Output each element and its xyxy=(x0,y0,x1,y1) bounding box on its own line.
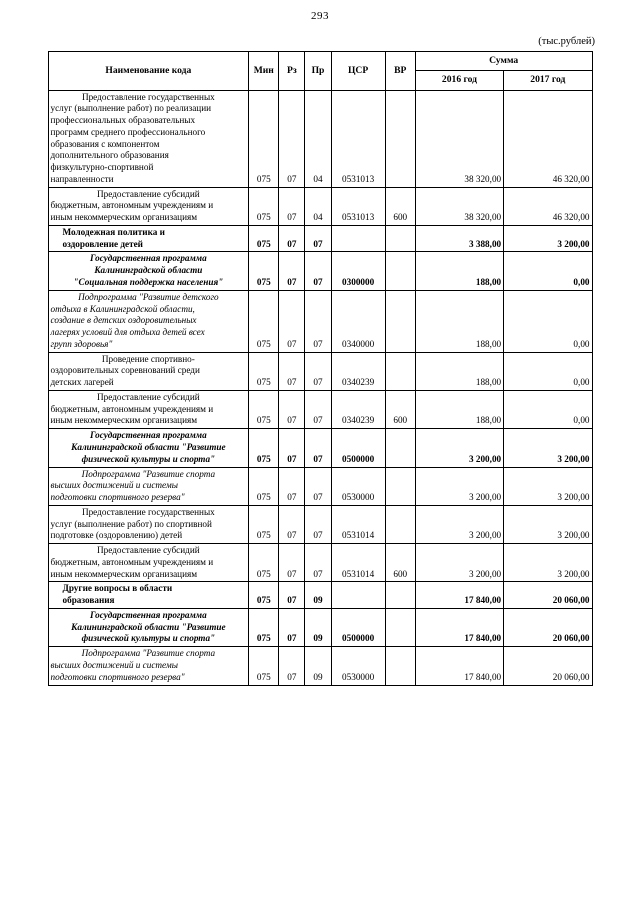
row-name-line: лагерях условий для отдыха детей всех xyxy=(50,327,205,338)
row-name-line: физической культуры и спорта" xyxy=(81,633,216,644)
table-row xyxy=(48,187,592,225)
row-vr: 600 xyxy=(385,390,415,428)
row-code-name xyxy=(48,544,249,582)
row-name-line: Подпрограмма "Развитие спорта xyxy=(81,648,216,659)
row-rz: 07 xyxy=(279,647,305,685)
header-rz: Рз xyxy=(279,52,305,91)
row-name-line: Предоставление субсидий xyxy=(97,391,200,402)
row-name-line: Предоставление государственных xyxy=(81,506,215,517)
row-min: 075 xyxy=(249,608,279,646)
units-note: (тыс.рублей) xyxy=(538,36,595,47)
row-vr: 600 xyxy=(385,544,415,582)
row-code-name xyxy=(48,252,249,290)
header-year-2016: 2016 год xyxy=(415,71,503,90)
row-code-name xyxy=(48,390,249,428)
row-name-line: Предоставление субсидий xyxy=(97,545,200,556)
table-row xyxy=(48,647,592,685)
row-code-name xyxy=(48,290,249,352)
table-row xyxy=(48,90,592,187)
row-amount-2016: 3 200,00 xyxy=(415,429,503,467)
table-row xyxy=(48,608,592,646)
row-csr: 0531013 xyxy=(331,187,385,225)
row-name-line: отдыха в Калининградской области, xyxy=(50,303,195,314)
header-year-2017: 2017 год xyxy=(504,71,592,90)
table-row xyxy=(48,252,592,290)
row-amount-2016: 17 840,00 xyxy=(415,647,503,685)
header-name: Наименование кода xyxy=(48,52,249,91)
row-name-line: услуг (выполнение работ) по реализации xyxy=(50,103,212,114)
row-name-line: направленности xyxy=(50,173,114,184)
row-rz: 07 xyxy=(279,252,305,290)
row-name-line: профессиональных образовательных xyxy=(50,115,196,126)
table-header xyxy=(48,52,592,91)
row-pr: 07 xyxy=(305,544,331,582)
row-name-line: физкультурно-спортивной xyxy=(50,162,154,173)
row-csr: 0340000 xyxy=(331,290,385,352)
row-name-line: Калининградской области xyxy=(94,265,203,276)
row-code-name xyxy=(48,90,249,187)
row-amount-2017: 20 060,00 xyxy=(504,608,592,646)
row-name-line: иным некоммерческим организациям xyxy=(50,415,198,426)
header-sum: Сумма xyxy=(415,52,592,71)
row-code-name xyxy=(48,225,249,252)
row-amount-2016: 17 840,00 xyxy=(415,582,503,609)
row-pr: 09 xyxy=(305,647,331,685)
row-pr: 07 xyxy=(305,467,331,505)
row-csr xyxy=(331,225,385,252)
row-amount-2017: 0,00 xyxy=(504,352,592,390)
row-pr: 04 xyxy=(305,90,331,187)
row-min: 075 xyxy=(249,582,279,609)
row-name-line: групп здоровья" xyxy=(50,338,113,349)
row-name-line: высших достижений и системы xyxy=(50,659,178,670)
row-vr xyxy=(385,582,415,609)
row-pr: 07 xyxy=(305,505,331,543)
row-name-line: дополнительного образования xyxy=(50,150,169,161)
row-vr xyxy=(385,429,415,467)
page-number: 293 xyxy=(311,10,329,22)
row-name-line: Калининградской области "Развитие xyxy=(71,621,226,632)
row-name-line: детских лагерей xyxy=(50,377,114,388)
row-min: 075 xyxy=(249,429,279,467)
row-rz: 07 xyxy=(279,352,305,390)
row-name-line: создание в детских оздоровительных xyxy=(50,315,197,326)
row-amount-2016: 38 320,00 xyxy=(415,90,503,187)
row-name-line: Калининградской области "Развитие xyxy=(71,441,226,452)
table-row xyxy=(48,467,592,505)
row-amount-2017: 3 200,00 xyxy=(504,544,592,582)
row-csr: 0500000 xyxy=(331,429,385,467)
row-amount-2016: 188,00 xyxy=(415,290,503,352)
row-min: 075 xyxy=(249,505,279,543)
row-pr: 04 xyxy=(305,187,331,225)
row-amount-2016: 38 320,00 xyxy=(415,187,503,225)
row-amount-2016: 3 200,00 xyxy=(415,467,503,505)
row-name-line: Предоставление субсидий xyxy=(97,188,200,199)
row-name-line: Подпрограмма "Развитие спорта xyxy=(81,468,216,479)
row-name-line: иным некоммерческим организациям xyxy=(50,212,198,223)
row-rz: 07 xyxy=(279,467,305,505)
row-name-line: услуг (выполнение работ) по спортивной xyxy=(50,518,212,529)
table-body xyxy=(48,90,592,685)
budget-table xyxy=(48,51,593,686)
table-row xyxy=(48,390,592,428)
row-vr xyxy=(385,290,415,352)
row-pr: 07 xyxy=(305,429,331,467)
row-min: 075 xyxy=(249,647,279,685)
row-amount-2016: 3 388,00 xyxy=(415,225,503,252)
row-min: 075 xyxy=(249,544,279,582)
row-csr: 0530000 xyxy=(331,467,385,505)
row-pr: 07 xyxy=(305,225,331,252)
row-name-line: Другие вопросы в области xyxy=(62,583,173,594)
row-name-line: образования xyxy=(62,595,115,606)
row-name-line: Подпрограмма "Развитие детского xyxy=(78,291,219,302)
row-amount-2017: 3 200,00 xyxy=(504,225,592,252)
row-amount-2016: 3 200,00 xyxy=(415,505,503,543)
row-amount-2017: 0,00 xyxy=(504,252,592,290)
row-rz: 07 xyxy=(279,544,305,582)
row-csr: 0531014 xyxy=(331,544,385,582)
row-code-name xyxy=(48,582,249,609)
row-rz: 07 xyxy=(279,390,305,428)
row-amount-2016: 188,00 xyxy=(415,390,503,428)
row-csr: 0530000 xyxy=(331,647,385,685)
row-min: 075 xyxy=(249,290,279,352)
row-rz: 07 xyxy=(279,225,305,252)
table-row xyxy=(48,429,592,467)
row-name-line: подготовки спортивного резерва" xyxy=(50,671,185,682)
row-amount-2016: 3 200,00 xyxy=(415,544,503,582)
header-vr: ВР xyxy=(385,52,415,91)
row-code-name xyxy=(48,352,249,390)
row-amount-2017: 0,00 xyxy=(504,290,592,352)
row-pr: 07 xyxy=(305,352,331,390)
row-vr xyxy=(385,252,415,290)
row-name-line: подготовке (оздоровлению) детей xyxy=(50,530,183,541)
row-rz: 07 xyxy=(279,90,305,187)
row-pr: 07 xyxy=(305,252,331,290)
row-name-line: иным некоммерческим организациям xyxy=(50,568,198,579)
row-rz: 07 xyxy=(279,582,305,609)
row-rz: 07 xyxy=(279,429,305,467)
table-row xyxy=(48,505,592,543)
row-rz: 07 xyxy=(279,187,305,225)
row-min: 075 xyxy=(249,225,279,252)
row-name-line: образования с компонентом xyxy=(50,138,160,149)
header-min: Мин xyxy=(249,52,279,91)
table-row xyxy=(48,225,592,252)
row-min: 075 xyxy=(249,252,279,290)
row-min: 075 xyxy=(249,390,279,428)
table-row xyxy=(48,352,592,390)
row-name-line: бюджетным, автономным учреждениям и xyxy=(50,403,214,414)
row-csr: 0340239 xyxy=(331,390,385,428)
row-csr: 0531014 xyxy=(331,505,385,543)
row-name-line: физической культуры и спорта" xyxy=(81,453,216,464)
row-code-name xyxy=(48,608,249,646)
row-pr: 09 xyxy=(305,582,331,609)
row-name-line: Предоставление государственных xyxy=(81,91,215,102)
row-code-name xyxy=(48,467,249,505)
row-name-line: высших достижений и системы xyxy=(50,480,178,491)
row-csr: 0340239 xyxy=(331,352,385,390)
row-name-line: Государственная программа xyxy=(90,430,207,441)
row-amount-2017: 0,00 xyxy=(504,390,592,428)
row-rz: 07 xyxy=(279,290,305,352)
row-pr: 09 xyxy=(305,608,331,646)
row-name-line: подготовки спортивного резерва" xyxy=(50,492,185,503)
row-vr xyxy=(385,505,415,543)
row-amount-2017: 3 200,00 xyxy=(504,429,592,467)
row-vr: 600 xyxy=(385,187,415,225)
header-csr: ЦСР xyxy=(331,52,385,91)
row-amount-2017: 3 200,00 xyxy=(504,467,592,505)
row-pr: 07 xyxy=(305,390,331,428)
header-pr: Пр xyxy=(305,52,331,91)
row-amount-2016: 188,00 xyxy=(415,352,503,390)
row-code-name xyxy=(48,429,249,467)
row-vr xyxy=(385,647,415,685)
row-csr: 0500000 xyxy=(331,608,385,646)
row-name-line: Проведение спортивно- xyxy=(101,353,195,364)
row-csr: 0300000 xyxy=(331,252,385,290)
row-amount-2017: 46 320,00 xyxy=(504,187,592,225)
row-name-line: программ среднего профессионального xyxy=(50,126,206,137)
row-vr xyxy=(385,352,415,390)
row-vr xyxy=(385,90,415,187)
row-min: 075 xyxy=(249,352,279,390)
row-amount-2017: 3 200,00 xyxy=(504,505,592,543)
row-name-line: оздоровительных соревнований среди xyxy=(50,365,200,376)
row-name-line: оздоровление детей xyxy=(62,238,143,249)
row-csr xyxy=(331,582,385,609)
row-name-line: бюджетным, автономным учреждениям и xyxy=(50,556,214,567)
row-min: 075 xyxy=(249,187,279,225)
row-code-name xyxy=(48,187,249,225)
row-min: 075 xyxy=(249,90,279,187)
row-csr: 0531013 xyxy=(331,90,385,187)
row-amount-2017: 20 060,00 xyxy=(504,647,592,685)
row-code-name xyxy=(48,647,249,685)
row-code-name xyxy=(48,505,249,543)
row-name-line: бюджетным, автономным учреждениям и xyxy=(50,200,214,211)
row-rz: 07 xyxy=(279,505,305,543)
row-amount-2017: 20 060,00 xyxy=(504,582,592,609)
row-vr xyxy=(385,225,415,252)
row-min: 075 xyxy=(249,467,279,505)
row-amount-2017: 46 320,00 xyxy=(504,90,592,187)
row-amount-2016: 188,00 xyxy=(415,252,503,290)
row-pr: 07 xyxy=(305,290,331,352)
row-name-line: "Социальная поддержка населения" xyxy=(73,277,224,288)
row-amount-2016: 17 840,00 xyxy=(415,608,503,646)
row-vr xyxy=(385,608,415,646)
table-row xyxy=(48,582,592,609)
row-name-line: Государственная программа xyxy=(90,253,207,264)
row-vr xyxy=(385,467,415,505)
row-name-line: Государственная программа xyxy=(90,609,207,620)
table-row xyxy=(48,544,592,582)
row-rz: 07 xyxy=(279,608,305,646)
row-name-line: Молодежная политика и xyxy=(62,226,165,237)
table-row xyxy=(48,290,592,352)
